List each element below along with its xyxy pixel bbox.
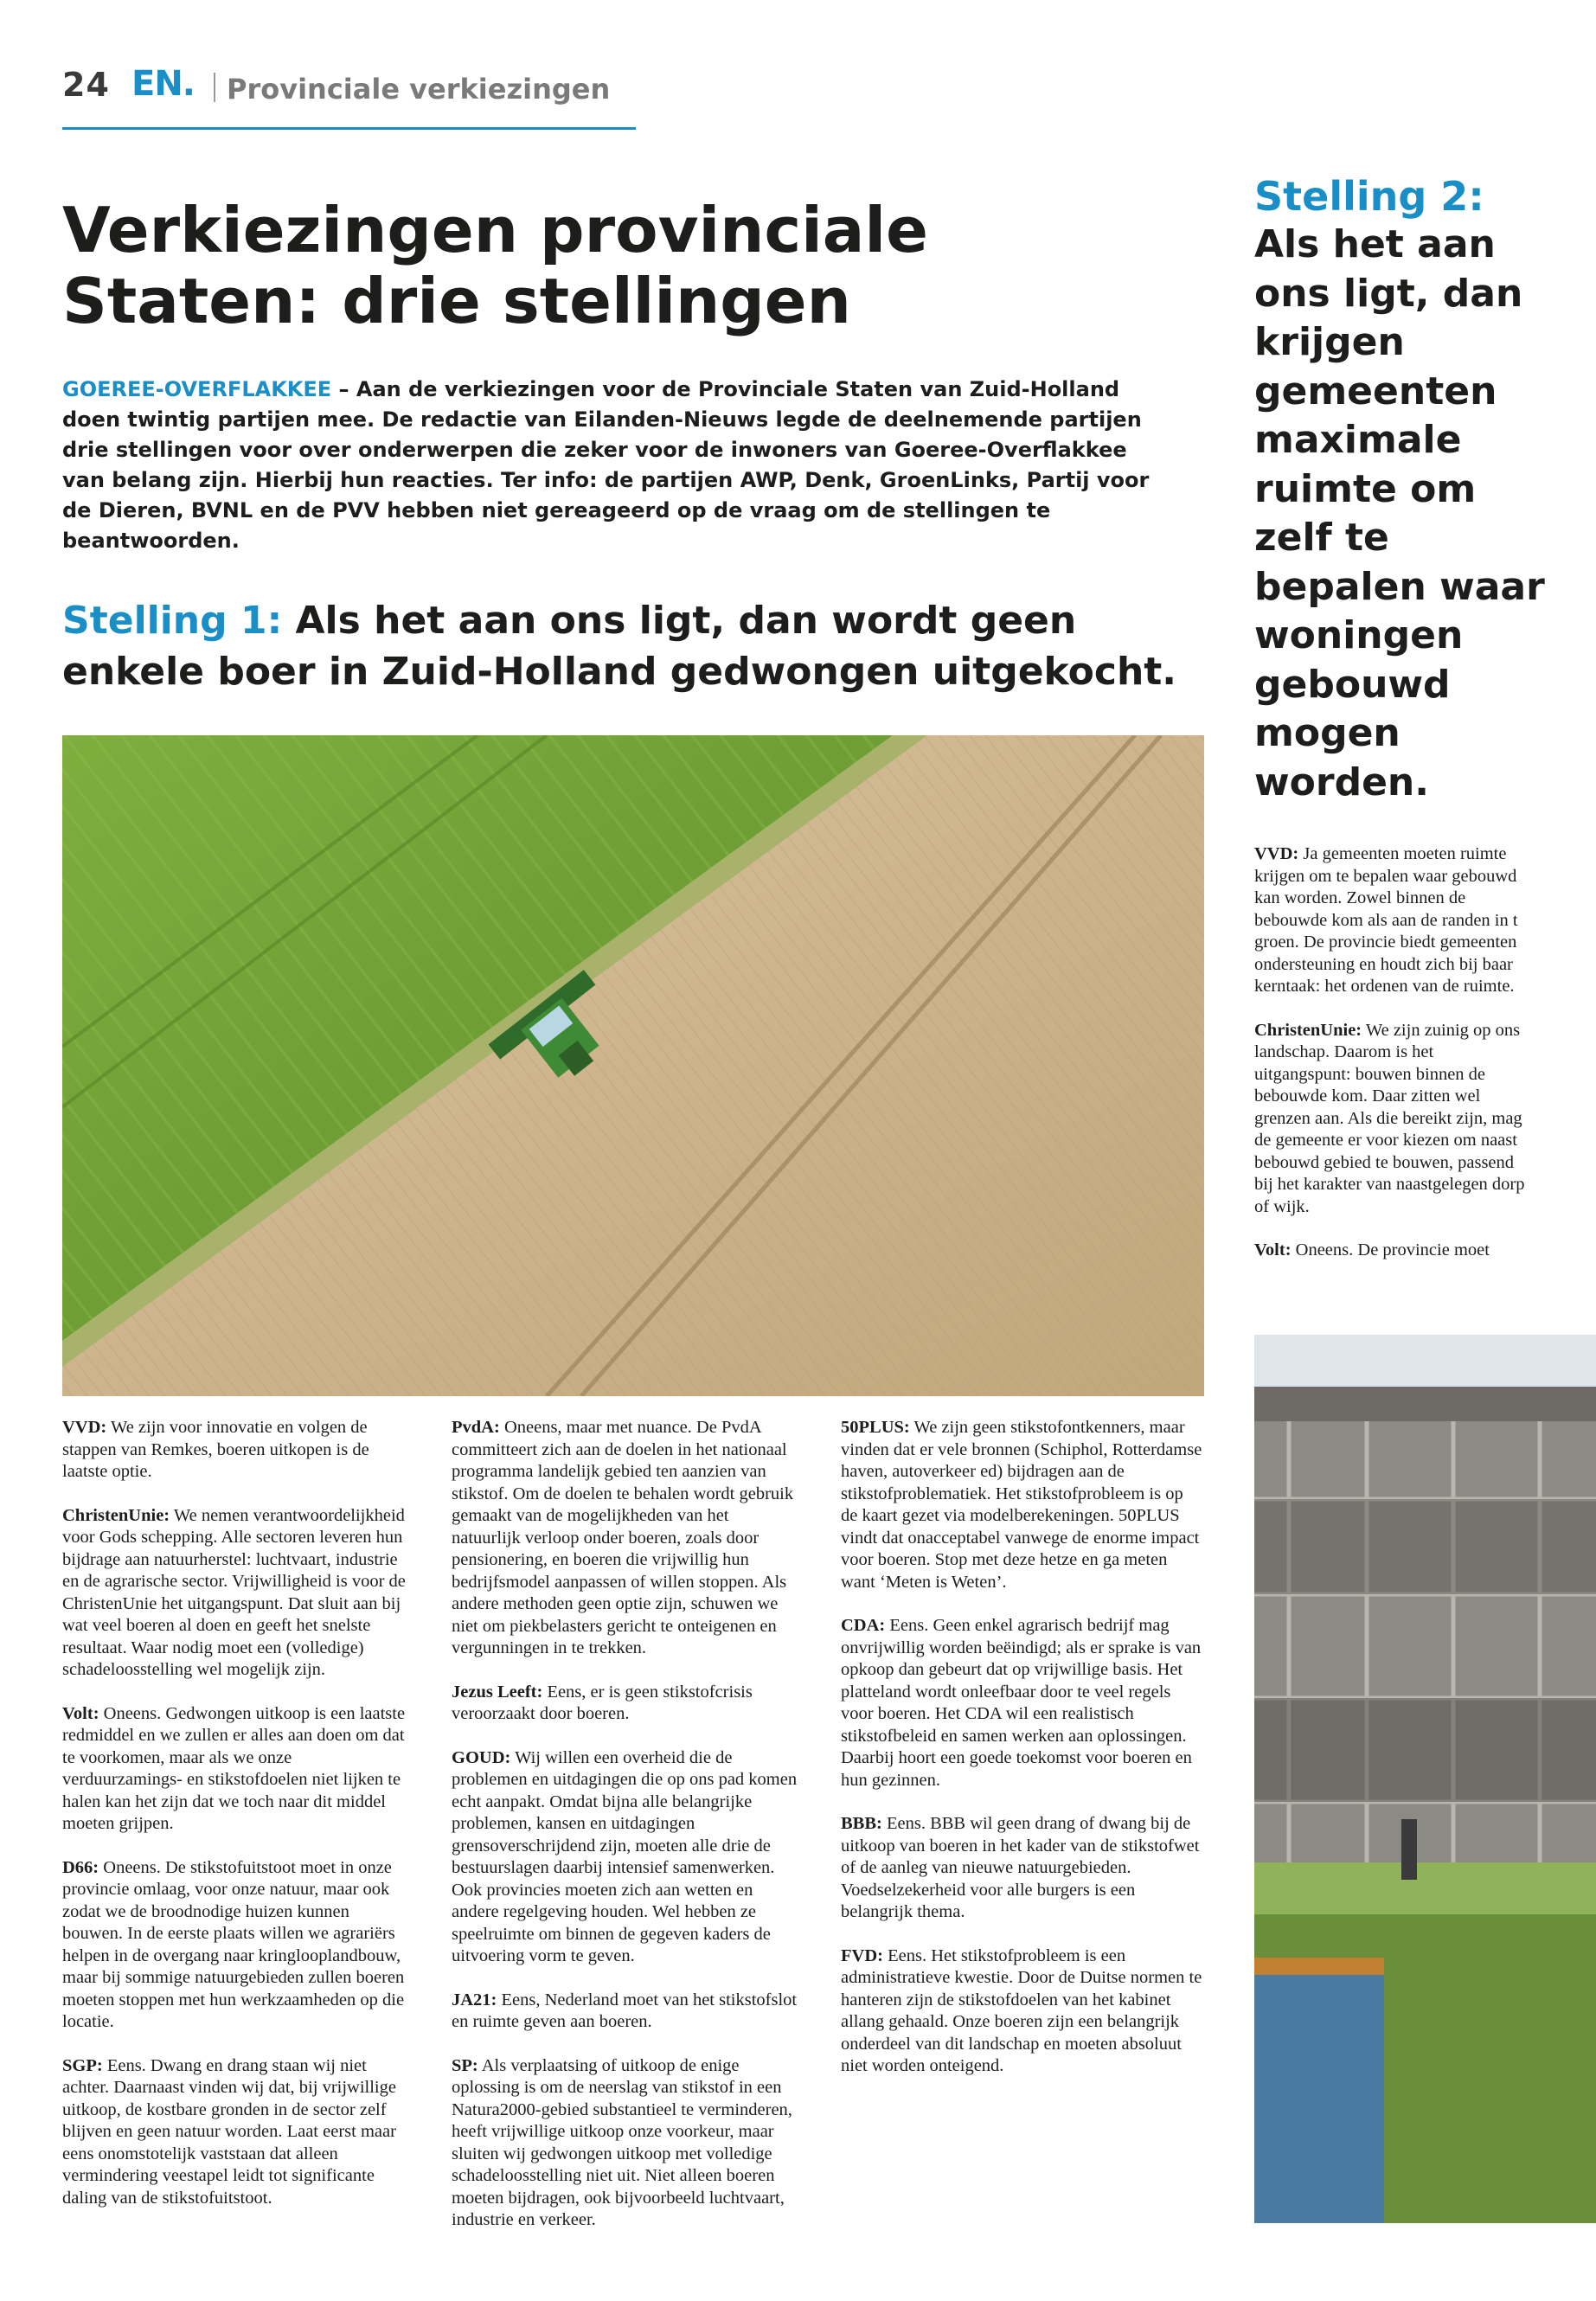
column-4 (1254, 843, 1533, 1284)
stelling-2-label: Stelling 2: (1254, 173, 1484, 220)
response-text: We zijn zuinig op ons landschap. Daarom is het uitgangspunt: bouwen binnen de bebouwde kom. Daar zitten wel grenzen aan. Als die bereikt zijn, mag de gemeente er voor kiezen om naast bebouwd gebied te bouwen, passend bij het karakter van naastgelegen dorp of wijk. (1254, 1020, 1525, 1216)
party-name: BBB: (841, 1814, 882, 1833)
response-paragraph (62, 2055, 408, 2210)
response-paragraph (62, 1505, 408, 1682)
column-3 (841, 1417, 1204, 2099)
construction-photo (1254, 1335, 1596, 2223)
harvest-field-photo (62, 735, 1204, 1396)
response-text: Wij willen een overheid die de problemen en uitdagingen die op ons pad komen echt aanpakt. Omdat bijna alle belangrijke problemen, kansen en uitdagingen grensoverschrijdend zijn, moeten alle drie de bestuurslagen daarbij intensief samenwerken. Ook provincies moeten zich aan wetten en andere regelgeving houden. Wel hebben ze speelruimte om binnen de gegeven kaders de uitvoering vorm te geven. (452, 1747, 798, 1965)
page-number: 24 (62, 66, 110, 104)
response-paragraph (62, 1703, 408, 1836)
header-separator (214, 73, 215, 102)
response-text: We zijn voor innovatie en volgen de stappen van Remkes, boeren uitkopen is de laatste optie. (62, 1418, 369, 1481)
response-text: Als verplaatsing of uitkoop de enige oplossing is om de neerslag van stikstof in een Natura2000-gebied substantieel te verminderen, heeft vrijwillige uitkoop onze voorkeur, maar sluiten wij gedwongen uitkoop met volledige schadeloosstelling niet uit. Niet alleen boeren moeten bijdragen, ook bijvoorbeeld luchtvaart, industrie en verkeer. (452, 2055, 792, 2229)
response-text: Oneens. De stikstofuitstoot moet in onze provincie omlaag, voor onze natuur, maar ook zodat we de broodnodige huizen kunnen bouwen. In de eerste plaats willen we agrariërs helpen in de overgang naar kringlooplandbouw, maar bij sommige natuurgebieden zullen boeren moeten stoppen met hun werkzaamheden op die locatie. (62, 1857, 405, 2031)
intro-text: – Aan de verkiezingen voor de Provinciale Staten van Zuid-Holland doen twintig partijen mee. De redactie van Eilanden-Nieuws legde de deelnemende partijen drie stellingen voor over onderwerpen die zeker voor de inwoners van Goeree-Overflakkee van belang zijn. Hierbij hun reacties. Ter info: de partijen AWP, Denk, GroenLinks, Partij voor de Dieren, BVNL en de PVV hebben niet gereageerd op de vraag om de stellingen te beantwoorden. (62, 377, 1150, 553)
party-name: GOUD: (452, 1747, 511, 1767)
party-name: SP: (452, 2055, 478, 2075)
response-text: Ja gemeenten moeten ruimte krijgen om te bepalen waar gebouwd kan worden. Zowel binnen de bebouwde kom als aan de randen in t groen. De provincie biedt gemeenten ondersteuning en houdt zich bij baar kerntaak: het ordenen van de ruimte. (1254, 844, 1518, 996)
column-1 (62, 1417, 408, 2231)
party-name: Volt: (62, 1703, 99, 1723)
response-paragraph (1254, 1020, 1533, 1219)
response-text: Eens. Geen enkel agrarisch bedrijf mag onvrijwillig worden beëindigd; als er sprake is van opkoop dan gebeurt dat op vrijwillige basis. Het platteland wordt onleefbaar door te veel regels voor boeren. Het CDA wil een realistisch stikstofbeleid en samen werken aan oplossingen. Daarbij hoort een goede toekomst voor boeren en hun gezinnen. (841, 1616, 1202, 1790)
intro-location: GOEREE-OVERFLAKKEE (62, 377, 332, 401)
stelling-1-heading (62, 595, 1221, 697)
party-name: FVD: (841, 1945, 883, 1965)
article-intro (62, 375, 1161, 556)
response-text: Eens, Nederland moet van het stikstofslot en ruimte geven aan boeren. (452, 1990, 798, 2031)
party-name: Jezus Leeft: (452, 1682, 543, 1702)
response-text: We nemen verantwoordelijkheid voor Gods schepping. Alle sectoren leveren hun bijdrage aan natuurherstel: luchtvaart, industrie en de agrarische sector. Vrijwilligheid is voor de ChristenUnie het uitgangspunt. Dat sluit aan bij wat veel boeren al doen en geeft het snelste resultaat. Waar nodig moet een (volledige) schadeloosstelling wel mogelijk zijn. (62, 1505, 406, 1679)
response-paragraph (1254, 1240, 1533, 1262)
party-name: 50PLUS: (841, 1418, 910, 1437)
article-headline: Verkiezingen provinciale Staten: drie stellingen (62, 194, 928, 337)
stelling-2-text: Als het aan ons ligt, dan krijgen gemeenten maximale ruimte om zelf te bepalen waar woningen gebouwd mogen worden. (1254, 222, 1545, 804)
response-paragraph (841, 1945, 1204, 2078)
response-paragraph (841, 1813, 1204, 1924)
response-text: Eens. Dwang en drang staan wij niet achter. Daarnaast vinden wij dat, bij vrijwillige uitkoop, de kostbare gronden in de sector zelf blijven en geen natuur worden. Laat eerst maar eens onomstotelijk vaststaan dat alleen vermindering veestapel leidt tot significante daling van de stikstofuitstoot. (62, 2055, 396, 2208)
party-name: Volt: (1254, 1240, 1292, 1259)
party-name: CDA: (841, 1616, 886, 1635)
response-paragraph (62, 1417, 408, 1484)
response-text: Oneens. De provincie moet (1291, 1240, 1490, 1259)
stelling-1-text: Als het aan ons ligt, dan wordt geen enkele boer in Zuid-Holland gedwongen uitgekocht. (62, 599, 1177, 694)
response-paragraph (452, 1417, 798, 1660)
newspaper-logo: EN. (131, 64, 195, 104)
response-text: We zijn geen stikstofontkenners, maar vinden dat er vele bronnen (Schiphol, Rotterdamse haven, autoverkeer ed) bijdragen aan de stikstofproblematiek. Het stikstofprobleem is op de kaart gezet via modelberekeningen. 50PLUS vindt dat onacceptabel vanwege de enorme impact voor boeren. Stop met deze hetze en ga meten want ‘Meten is Weten’. (841, 1418, 1202, 1592)
response-text: Oneens, maar met nuance. De PvdA committeert zich aan de doelen in het nationaal programma landelijk gebied ten aanzien van stikstof. Om de doelen te behalen wordt gebruik gemaakt van de mogelijkheden van het natuurlijk verloop onder boeren, zoals door pensionering, en boeren die vrijwillig hun bedrijfsmodel aanpassen of willen stoppen. Als andere methoden geen optie zijn, schuwen we niet om piekbelasters gericht te onteigenen en vergunningen in te trekken. (452, 1418, 794, 1657)
party-name: VVD: (1254, 844, 1299, 863)
response-paragraph (452, 1682, 798, 1726)
party-name: SGP: (62, 2055, 103, 2075)
response-paragraph (841, 1417, 1204, 1593)
response-text: Eens. BBB wil geen drang of dwang bij de uitkoop van boeren in het kader van de stikstofwet of de aanleg van nieuwe natuurgebieden. Voedselzekerheid voor alle burgers is een belangrijk thema. (841, 1814, 1200, 1921)
response-paragraph (452, 1990, 798, 2034)
response-paragraph (452, 1747, 798, 1968)
response-text: Eens. Het stikstofprobleem is een administratieve kwestie. Door de Duitse normen te hanteren zijn de stikstofdoelen van het kabinet allang gehaald. Onze boeren zijn een belangrijk onderdeel van dit landschap en moeten absoluut niet worden onteigend. (841, 1945, 1202, 2075)
response-text: Eens, er is geen stikstofcrisis veroorzaakt door boeren. (452, 1682, 753, 1723)
section-title: Provinciale verkiezingen (227, 73, 611, 106)
stelling-1-label: Stelling 1: (62, 599, 283, 643)
response-paragraph (452, 2055, 798, 2232)
column-2 (452, 1417, 798, 2253)
party-name: ChristenUnie: (1254, 1020, 1362, 1040)
header-rule (62, 127, 636, 130)
party-name: D66: (62, 1857, 99, 1877)
response-paragraph (841, 1615, 1204, 1791)
party-name: JA21: (452, 1990, 497, 2009)
party-name: ChristenUnie: (62, 1505, 170, 1525)
party-name: VVD: (62, 1418, 107, 1437)
response-paragraph (62, 1857, 408, 2034)
response-text: Oneens. Gedwongen uitkoop is een laatste redmiddel en we zullen er alles aan doen om dat te voorkomen, maar als we onze verduurzamings- en stikstofdoelen niet lijken te halen kan het zijn dat we toch naar dit middel moeten grijpen. (62, 1703, 406, 1833)
party-name: PvdA: (452, 1418, 500, 1437)
response-paragraph (1254, 843, 1533, 998)
